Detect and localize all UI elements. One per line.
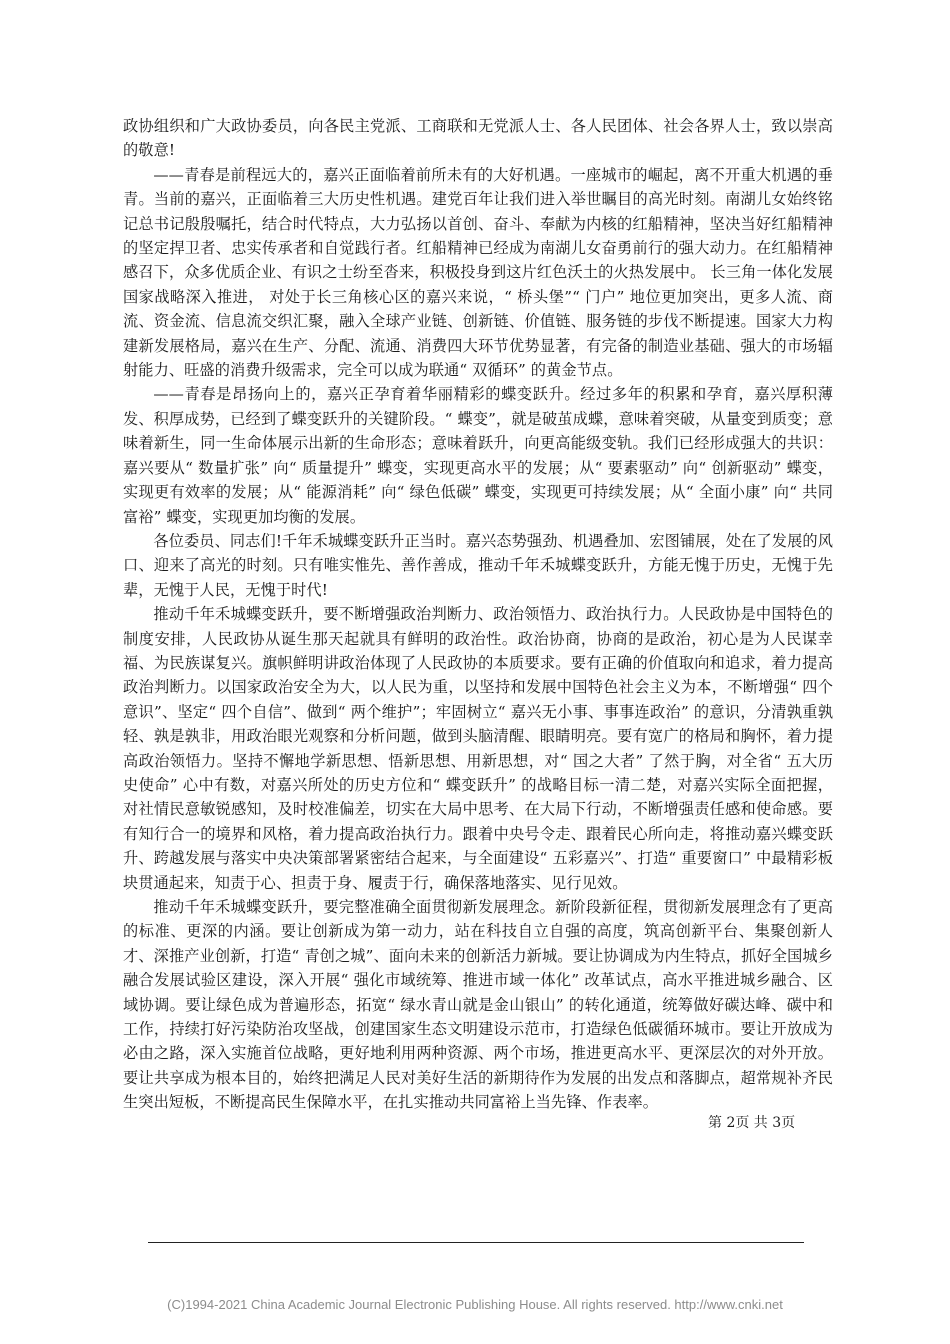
paragraph-opportunities: ——青春是前程远大的，嘉兴正面临着前所未有的大好机遇。一座城市的崛起，离不开重大机遇的垂青。当前的嘉兴，正面临着三大历史性机遇。建党百年让我们进入举世瞩目的高光时刻。南湖儿女始终铭记总书记殷殷嘱托，结合时代特点，大力弘扬以首创、奋斗、奉献为内核的红船精神，坚决当好红船精神的坚定捍卫者、忠实传承者和自觉践行者。红船精神已经成为南湖儿女奋勇前行的强大动力。在红船精神感召下，众多优质企业、有识之士纷至沓来，积极投身到这片红色沃土的火热发展中。 长三角一体化发展国家战略深入推进， 对处于长三角核心区的嘉兴来说，“ 桥头堡”“ 门户” 地位更加突出，更多人流、商流、资金流、信息流交织汇聚，融入全球产业链、创新链、价值链、服务链的步伐不断提速。国家大力构建新发展格局，嘉兴在生产、分配、流通、消费四大环节优势显著，有完备的制造业基础、强大的市场辐射能力、旺盛的消费升级需求，完全可以成为联通“ 双循环” 的黄金节点。	[123, 165, 833, 380]
paragraph-tribute: 政协组织和广大政协委员，向各民主党派、工商联和无党派人士、各人民团体、社会各界人士，致以崇高的敬意!	[123, 117, 833, 160]
copyright-notice: (C)1994-2021 China Academic Journal Electronic Publishing House. All rights reserved. http://www.cnki.net	[167, 1297, 783, 1312]
footer-divider	[148, 1242, 804, 1243]
paragraph-political-capability: 推动千年禾城蝶变跃升，要不断增强政治判断力、政治领悟力、政治执行力。人民政协是中国特色的制度安排，人民政协从诞生那天起就具有鲜明的政治性。政治协商，协商的是政治，初心是为人民谋幸福、为民族谋复兴。旗帜鲜明讲政治体现了人民政协的本质要求。要有正确的价值取向和追求，着力提高政治判断力。以国家政治安全为大，以人民为重，以坚持和发展中国特色社会主义为本，不断增强“ 四个意识”、坚定“ 四个自信”、做到“ 两个维护”；牢固树立“ 嘉兴无小事、事事连政治” 的意识，分清孰重孰轻、孰是孰非，用政治眼光观察和分析问题，做到头脑清醒、眼睛明亮。要有宽广的格局和胸怀，着力提高政治领悟力。坚持不懈地学新思想、悟新思想、用新思想，对“ 国之大者” 了然于胸，对全省“ 五大历史使命” 心中有数，对嘉兴所处的历史方位和“ 蝶变跃升” 的战略目标一清二楚，对嘉兴实际全面把握，对社情民意敏锐感知，及时校准偏差，切实在大局中思考、在大局下行动，不断增强责任感和使命感。要有知行合一的境界和风格，着力提高政治执行力。跟着中央号令走、跟着民心所向走，将推动嘉兴蝶变跃升、跨越发展与落实中央决策部署紧密结合起来，与全面建设“ 五彩嘉兴”、打造“ 重要窗口” 中最精彩板块贯通起来，知责于心、担责于身、履责于行，确保落地落实、见行见效。	[123, 605, 833, 892]
page-number: 第 2页 共 3页	[708, 1115, 796, 1131]
article-body	[123, 114, 833, 1115]
paragraph-transformation: ——青春是昂扬向上的，嘉兴正孕育着华丽精彩的蝶变跃升。经过多年的积累和孕育，嘉兴厚积薄发、积厚成势，已经到了蝶变跃升的关键阶段。“ 蝶变”，就是破茧成蝶，意味着突破，从量变到质变；意味着新生，同一生命体展示出新的生命形态；意味着跃升，向更高能级变轨。我们已经形成强大的共识：嘉兴要从“ 数量扩张” 向“ 质量提升” 蝶变，实现更高水平的发展；从“ 要素驱动” 向“ 创新驱动” 蝶变，实现更有效率的发展；从“ 能源消耗” 向“ 绿色低碳” 蝶变，实现更可持续发展；从“ 全面小康” 向“ 共同富裕” 蝶变，实现更加均衡的发展。	[123, 385, 833, 526]
paragraph-new-development-concept: 推动千年禾城蝶变跃升，要完整准确全面贯彻新发展理念。新阶段新征程，贯彻新发展理念有了更高的标准、更深的内涵。要让创新成为第一动力，站在科技自立自强的高度，筑高创新平台、集聚创新人才、深推产业创新，打造“ 青创之城”、面向未来的创新活力新城。要让协调成为内生特点，抓好全国城乡融合发展试验区建设，深入开展“ 强化市域统筹、推进市域一体化” 改革试点，高水平推进城乡融合、区域协调。要让绿色成为普遍形态，拓宽“ 绿水青山就是金山银山” 的转化通道，统筹做好碳达峰、碳中和工作，持续打好污染防治攻坚战，创建国家生态文明建设示范市，打造绿色低碳循环城市。要让开放成为必由之路，深入实施首位战略，更好地利用两种资源、两个市场，推进更高水平、更深层次的对外开放。要让共享成为根本目的，始终把满足人民对美好生活的新期待作为发展的出发点和落脚点，超常规补齐民生突出短板，不断提高民生保障水平，在扎实推动共同富裕上当先锋、作表率。	[123, 898, 833, 1112]
paragraph-address-members: 各位委员、同志们!千年禾城蝶变跃升正当时。嘉兴态势强劲、机遇叠加、宏图铺展，处在了发展的风口、迎来了高光的时刻。只有唯实惟先、善作善成，推动千年禾城蝶变跃升，方能无愧于历史，无愧于先辈，无愧于人民，无愧于时代!	[123, 531, 833, 599]
